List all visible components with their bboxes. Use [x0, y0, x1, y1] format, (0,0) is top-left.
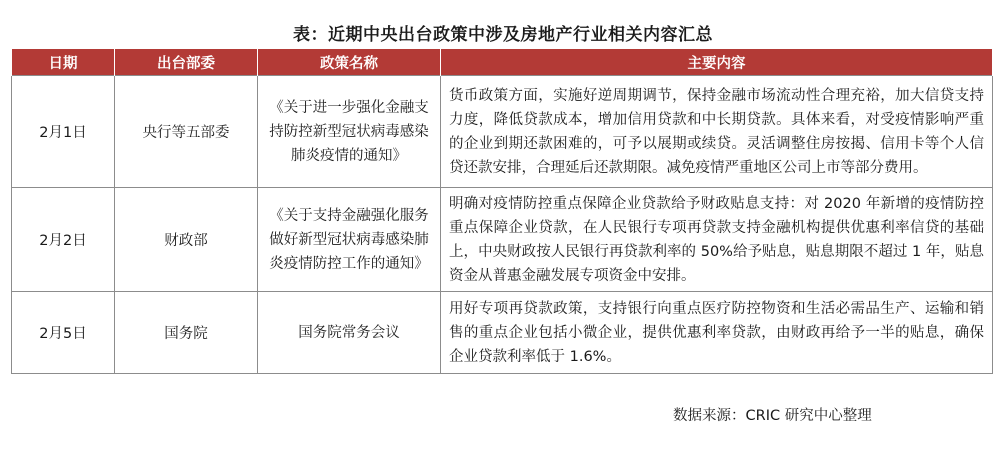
cell-content: 货币政策方面，实施好逆周期调节，保持金融市场流动性合理充裕，加大信贷支持力度，降低贷款成本，增加信用贷款和中长期贷款。具体来看，对受疫情影响严重的企业到期还款困难的，可予以展期或续贷。灵活调整住房按揭、信用卡等个人信贷还款安排，合理延后还款期限。减免疫情严重地区公司上市等部分费用。: [441, 76, 993, 188]
header-date: 日期: [12, 49, 115, 76]
table-row: [12, 188, 993, 292]
header-row: [12, 49, 993, 76]
cell-dept: 央行等五部委: [115, 76, 258, 188]
table-row: [12, 292, 993, 374]
cell-date: 2月2日: [12, 188, 115, 292]
header-policy-name: 政策名称: [258, 49, 441, 76]
data-source-note: 数据来源：CRIC 研究中心整理: [673, 408, 872, 424]
cell-dept: 财政部: [115, 188, 258, 292]
cell-policy-name: 《关于进一步强化金融支持防控新型冠状病毒感染肺炎疫情的通知》: [258, 76, 441, 188]
header-dept: 出台部委: [115, 49, 258, 76]
cell-content: 明确对疫情防控重点保障企业贷款给予财政贴息支持：对 2020 年新增的疫情防控重点保障企业贷款，在人民银行专项再贷款支持金融机构提供优惠利率信贷的基础上，中央财政按人民银行再贷款利率的 50%给予贴息，贴息期限不超过 1 年，贴息资金从普惠金融发展专项资金中安排。: [441, 188, 993, 292]
cell-policy-name: 《关于支持金融强化服务 做好新型冠状病毒感染肺炎疫情防控工作的通知》: [258, 188, 441, 292]
cell-dept: 国务院: [115, 292, 258, 374]
cell-date: 2月1日: [12, 76, 115, 188]
cell-policy-name: 国务院常务会议: [258, 292, 441, 374]
policy-table: [11, 49, 993, 374]
table-row: [12, 76, 993, 188]
cell-date: 2月5日: [12, 292, 115, 374]
header-content: 主要内容: [441, 49, 993, 76]
table-title: 表：近期中央出台政策中涉及房地产行业相关内容汇总: [293, 25, 713, 45]
cell-content: 用好专项再贷款政策，支持银行向重点医疗防控物资和生活必需品生产、运输和销售的重点企业包括小微企业，提供优惠利率贷款，由财政再给予一半的贴息，确保企业贷款利率低于 1.6%。: [441, 292, 993, 374]
